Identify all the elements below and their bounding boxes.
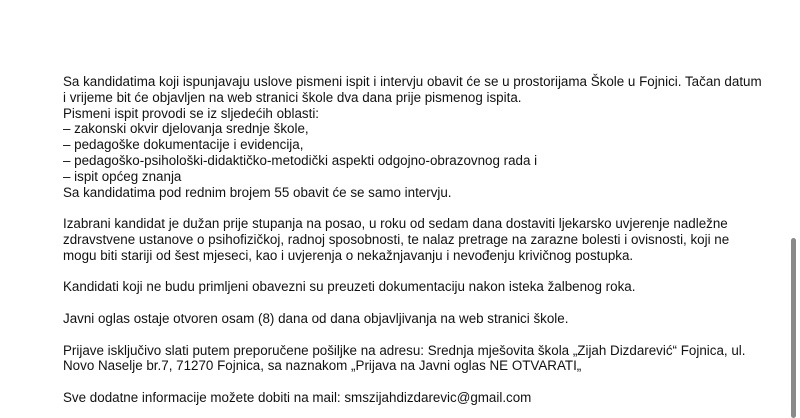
- list-item: – zakonski okvir djelovanja srednje škole,: [63, 121, 309, 137]
- paragraph-gap: [63, 200, 779, 216]
- list-item: – pedagoške dokumentacije i evidencija,: [63, 137, 304, 153]
- contact-line: Sve dodatne informacije možete dobiti na mail: smszijahdizdarevic@gmail.com: [63, 389, 532, 405]
- document-body: [63, 74, 779, 406]
- text-line: Kandidati koji ne budu primljeni obavezni su preuzeti dokumentaciju nakon isteka žalbenog roka.: [63, 279, 636, 295]
- paragraph-gap: [63, 327, 779, 343]
- text-line: mogu biti stariji od šest mjeseci, kao i uvjerenja o nekažnjavanju i nevođenju krivičnog postupka.: [63, 247, 634, 263]
- text-line: Javni oglas ostaje otvoren osam (8) dana od dana objavljivanja na web stranici škole.: [63, 310, 569, 326]
- text-line: Prijave isključivo slati putem preporučene pošiljke na adresu: Srednja mješovita škola „Zijah Dizdarević“ Fojnica, ul.: [63, 342, 746, 358]
- paragraph-gap: [63, 374, 779, 390]
- paragraph-gap: [63, 264, 779, 280]
- text-line: zdravstvene ustanove o psihofizičkoj, radnoj sposobnosti, te nalaz pretrage na zarazne bolesti i ovisnosti, koji ne: [63, 231, 730, 247]
- list-item: – pedagoško-psihološki-didaktičko-metodički aspekti odgojno-obrazovnog rada i: [63, 152, 538, 168]
- list-item: – ispit općeg znanja: [63, 168, 182, 184]
- text-line: Sa kandidatima koji ispunjavaju uslove pismeni ispit i intervju obavit će se u prostorijama Škole u Fojnici. Tačan datum: [63, 74, 762, 89]
- scrollbar-thumb[interactable]: [791, 238, 796, 418]
- text-line: Pismeni ispit provodi se iz sljedećih oblasti:: [63, 105, 320, 121]
- text-line: Novo Naselje br.7, 71270 Fojnica, sa naznakom „Prijava na Javni oglas NE OTVARATI„: [63, 358, 582, 374]
- vertical-scrollbar[interactable]: [788, 0, 800, 418]
- text-line: Sa kandidatima pod rednim brojem 55 obavit će se samo intervju.: [63, 184, 452, 200]
- paragraph-gap: [63, 295, 779, 311]
- text-line: Izabrani kandidat je dužan prije stupanja na posao, u roku od sedam dana dostaviti ljekarsko uvjerenje nadležne: [63, 216, 728, 232]
- text-line: i vrijeme bit će objavljen na web stranici škole dva dana prije pismenog ispita.: [63, 89, 522, 105]
